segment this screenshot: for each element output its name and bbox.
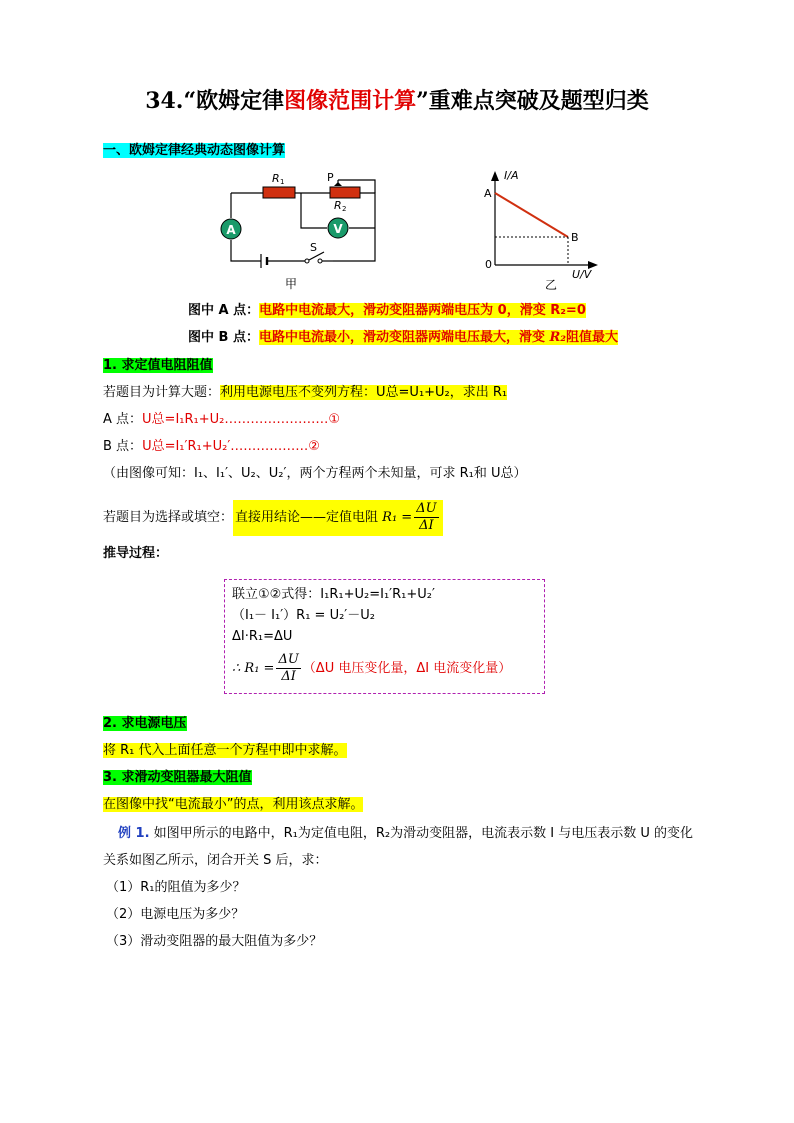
example-label: 例 1. xyxy=(118,826,150,841)
eq-a-text: U总=I₁R₁+U₂……………………① xyxy=(142,412,341,427)
battery-icon xyxy=(261,254,267,268)
title-prefix: 34.“欧姆定律 xyxy=(145,88,285,114)
title-suffix: ”重难点突破及题型归类 xyxy=(416,88,649,114)
step2-heading xyxy=(103,715,187,733)
graph-caption: 乙 xyxy=(545,278,558,292)
r2-label: R xyxy=(334,199,342,212)
step3-text: 在图像中找“电流最小”的点，利用该点求解。 xyxy=(103,797,364,812)
eq-b-row xyxy=(103,438,320,456)
box-line4-tail: （ΔU 电压变化量，ΔI 电流变化量） xyxy=(302,661,512,676)
step3-heading-text: 3. 求滑动变阻器最大阻值 xyxy=(103,770,252,785)
iu-graph xyxy=(470,165,610,295)
point-a-row xyxy=(188,302,586,320)
r2-sub: 2 xyxy=(342,205,347,213)
box-den: ΔI xyxy=(281,669,296,684)
y-axis-arrow-icon xyxy=(491,171,499,181)
point-b-row xyxy=(188,329,618,347)
choice-den: ΔI xyxy=(419,518,434,533)
choice-text: 直接用结论——定值电阻 xyxy=(235,510,379,525)
calc-prefix: 若题目为计算大题： xyxy=(103,385,221,400)
step2-text: 将 R₁ 代入上面任意一个方程中即中求解。 xyxy=(103,743,347,758)
eq-a-label: A 点： xyxy=(103,412,143,427)
eq-b-label: B 点： xyxy=(103,439,143,454)
section-heading xyxy=(103,142,285,160)
step2-row xyxy=(103,742,347,760)
resistor-r2 xyxy=(330,187,360,198)
switch-label: S xyxy=(310,241,317,254)
choice-lhs: R₁ = xyxy=(382,510,413,525)
example-line1 xyxy=(118,825,693,843)
r1-sub: 1 xyxy=(280,178,285,186)
y-axis-label: I/A xyxy=(504,169,519,182)
point-b-prefix: 图中 B 点： xyxy=(188,330,259,345)
choice-fraction xyxy=(414,501,438,534)
box-line1: 联立①②式得：I₁R₁+U₂=I₁′R₁+U₂′ xyxy=(232,587,435,602)
circuit-caption: 甲 xyxy=(285,277,298,291)
step1-heading-text: 1. 求定值电阻阻值 xyxy=(103,358,213,373)
point-a-text: 电路中电流最大，滑动变阻器两端电压为 0，滑变 R₂=0 xyxy=(259,303,586,318)
choice-num: ΔU xyxy=(416,501,437,516)
title-highlight: 图像范围计算 xyxy=(284,88,417,114)
eq-b-text: U总=I₁′R₁+U₂′………………② xyxy=(142,439,320,454)
section-heading-text: 一、欧姆定律经典动态图像计算 xyxy=(103,143,286,158)
ammeter-label: A xyxy=(226,223,236,237)
choice-row xyxy=(103,500,443,536)
resistor-r1 xyxy=(263,187,295,198)
box-line4-lhs: ∴ R₁ = xyxy=(232,661,275,676)
graph-line xyxy=(495,193,568,237)
voltmeter-label: V xyxy=(333,222,343,236)
step3-row xyxy=(103,796,363,814)
eq-a-row xyxy=(103,411,340,429)
point-b-text2: 阻值最大 xyxy=(566,330,619,345)
r1-label: R xyxy=(272,172,280,185)
box-line3: ΔI·R₁=ΔU xyxy=(232,629,293,644)
p-label: P xyxy=(327,171,334,184)
calc-row xyxy=(103,384,507,402)
origin-label: 0 xyxy=(485,258,492,271)
example-line2: 关系如图乙所示，闭合开关 S 后，求： xyxy=(103,853,328,868)
box-num: ΔU xyxy=(278,652,299,667)
circuit-diagram xyxy=(210,168,390,293)
box-fraction xyxy=(276,652,300,685)
step2-heading-text: 2. 求电源电压 xyxy=(103,716,187,731)
derive-heading-text: 推导过程： xyxy=(103,546,169,561)
note: （由图像可知：I₁、I₁′、U₂、U₂′，两个方程两个未知量，可求 R₁和 U总） xyxy=(103,466,527,481)
question-3: （3）滑动变阻器的最大阻值为多少？ xyxy=(106,934,323,949)
point-a-label: A xyxy=(484,187,492,200)
point-b-r2: R₂ xyxy=(549,330,566,345)
box-line4 xyxy=(232,652,511,686)
choice-prefix: 若题目为选择或填空： xyxy=(103,510,234,525)
slider-arrow-icon xyxy=(334,182,342,186)
x-axis-label: U/V xyxy=(572,268,592,281)
calc-text: 利用电源电压不变列方程：U总=U₁+U₂，求出 R₁ xyxy=(220,385,508,400)
point-b-label: B xyxy=(571,231,579,244)
point-b-text1: 电路中电流最小，滑动变阻器两端电压最大，滑变 xyxy=(258,330,550,345)
question-1: （1）R₁的阻值为多少？ xyxy=(106,880,246,895)
derive-heading xyxy=(103,545,168,563)
page-title xyxy=(0,84,794,115)
question-2: （2）电源电压为多少？ xyxy=(106,907,245,922)
example-line1-text: 如图甲所示的电路中，R₁为定值电阻，R₂为滑动变阻器，电流表示数 I 与电压表示数 U 的变化 xyxy=(149,826,694,841)
step3-heading xyxy=(103,769,252,787)
step1-heading xyxy=(103,357,213,375)
point-a-prefix: 图中 A 点： xyxy=(188,303,260,318)
box-line2: （I₁－ I₁′）R₁ = U₂′－U₂ xyxy=(232,608,375,623)
